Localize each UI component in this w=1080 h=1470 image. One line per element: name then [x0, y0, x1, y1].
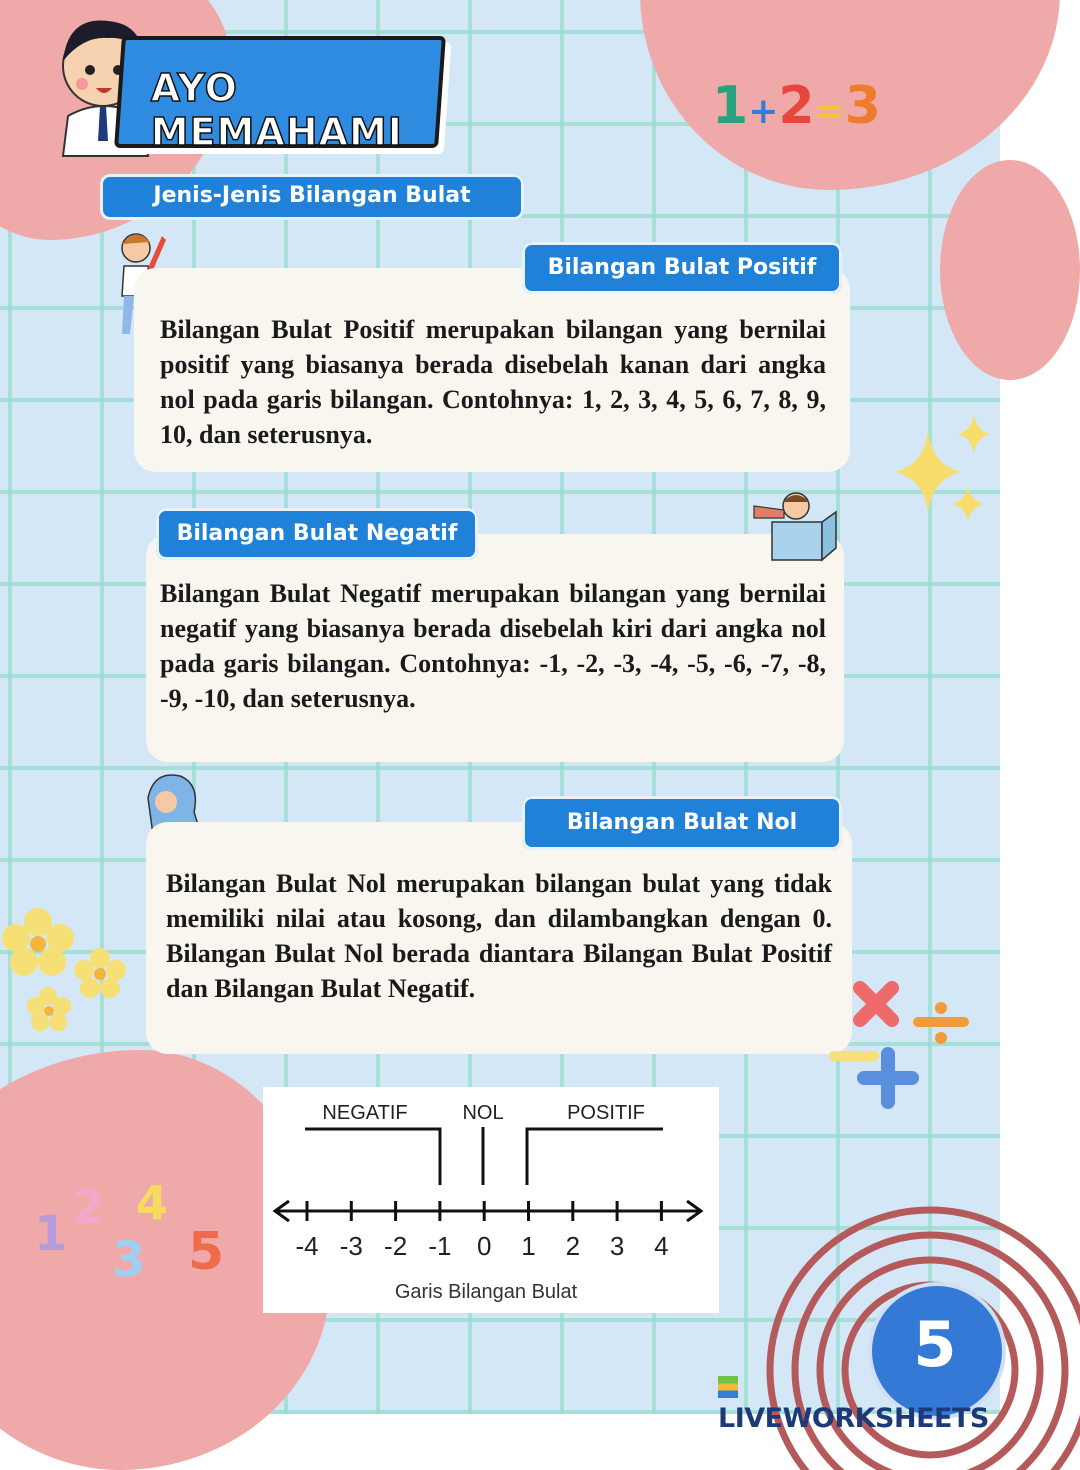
number-line-figure [263, 1087, 719, 1313]
page-number: 5 [913, 1308, 957, 1381]
bracket-negatif [305, 1129, 440, 1185]
card-negative-text: Bilangan Bulat Negatif merupakan bilangan yang bernilai negatif yang biasanya berada disebelah kiri dari angka nol pada garis bilangan. Contohnya: -1, -2, -3, -4, -5, -6, -7, -8, -9, -10, dan seterusnya. [160, 579, 826, 713]
label-nol: NOL [462, 1102, 504, 1124]
label-zero: Bilangan Bulat Nol [522, 796, 842, 850]
card-zero [146, 822, 852, 1054]
main-title-banner [114, 36, 446, 154]
card-zero-text: Bilangan Bulat Nol merupakan bilangan bulat yang tidak memiliki nilai atau kosong, dan dilambangkan dengan 0. Bilangan Bulat Nol berada diantara Bilangan Bulat Positif dan Bilangan Bulat Negatif. [166, 869, 832, 1003]
blob-right [940, 160, 1080, 380]
card-positive [134, 268, 850, 472]
equation-decoration [712, 76, 881, 136]
sparkle-icon [892, 410, 996, 534]
number-line-caption: Garis Bilangan Bulat [394, 1281, 578, 1303]
bracket-positif [527, 1129, 663, 1185]
label-negatif: NEGATIF [322, 1102, 408, 1124]
number-line-tick-label: 4 [654, 1231, 669, 1261]
equation-part: + [748, 91, 779, 132]
liveworksheets-watermark [718, 1372, 1000, 1434]
number-line-tick-label: -2 [384, 1231, 408, 1261]
decor-number: 3 [112, 1232, 146, 1288]
section-title: Jenis-Jenis Bilangan Bulat [100, 174, 524, 220]
equation-part: 2 [778, 76, 815, 136]
label-positive: Bilangan Bulat Positif [522, 242, 842, 294]
card-positive-text: Bilangan Bulat Positif merupakan bilangan yang bernilai positif yang biasanya berada disebelah kanan dari angka nol pada garis bilangan. Contohnya: 1, 2, 3, 4, 5, 6, 7, 8, 9, 10, dan seterusnya. [160, 315, 826, 449]
number-line-tick-label: -4 [295, 1231, 319, 1261]
math-symbols-icon [826, 976, 976, 1120]
main-title: AYO MEMAHAMI [150, 66, 403, 154]
watermark-text: LIVEWORKSHEETS [718, 1403, 989, 1434]
equation-part: 3 [844, 76, 881, 136]
decor-number: 2 [72, 1180, 105, 1234]
decor-number: 4 [136, 1176, 169, 1230]
number-line-tick-label: -3 [339, 1231, 363, 1261]
liveworksheets-logo-icon [718, 1376, 738, 1398]
label-negative: Bilangan Bulat Negatif [156, 508, 478, 560]
equation-part: = [814, 91, 845, 132]
number-line-tick-label: 2 [565, 1231, 581, 1261]
decor-number: 1 [34, 1206, 68, 1262]
number-line-tick-label: -1 [428, 1231, 452, 1261]
number-line-tick-label: 3 [609, 1231, 625, 1261]
flower-icon [4, 900, 138, 1038]
number-line-tick-label: 0 [476, 1231, 492, 1261]
equation-part: 1 [712, 76, 749, 136]
kid-in-box-icon [750, 488, 840, 564]
decor-number: 5 [188, 1222, 225, 1282]
label-positif: POSITIF [567, 1102, 645, 1124]
card-negative [146, 534, 844, 762]
number-line-tick-label: 1 [521, 1231, 536, 1261]
